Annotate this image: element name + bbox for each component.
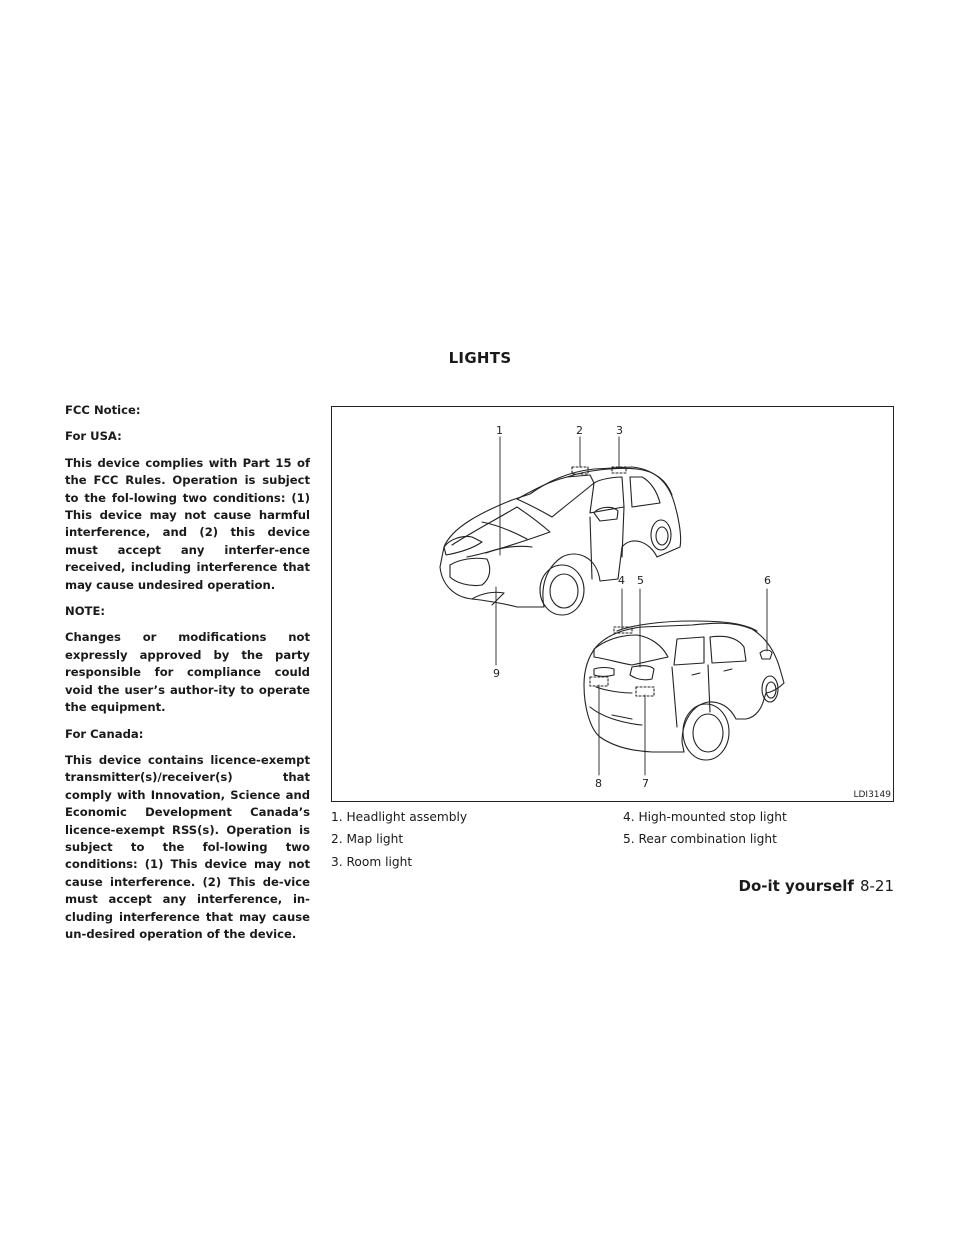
callout-leaders (496, 437, 767, 775)
section-title: LIGHTS (448, 349, 512, 367)
usa-paragraph: This device complies with Part 15 of the FCC Rules. Operation is subject to the fol-lowing two conditions: (1) This device may not cause harmful interference, and (2) this device must accept any interfer-ence received, including interference that may cause undesired operation. (65, 455, 310, 592)
page-number: 8-21 (859, 877, 894, 895)
note-heading: NOTE: (65, 604, 106, 619)
callout-4: 4 (618, 574, 625, 587)
callout-6: 6 (764, 574, 771, 587)
legend-item-3: 3. Room light (331, 855, 413, 869)
figure-code: LDI3149 (853, 790, 891, 800)
footer-section: Do-it yourself (738, 877, 854, 895)
front-car-drawing (440, 467, 681, 615)
canada-paragraph: This device contains licence-exempt transmitter(s)/receiver(s) that comply with Innovation, Science and Economic Development Canada’s licence-exempt RSS(s). Operation is subject to the fol-lowing two conditions: (1) This device may not cause interference. (2) This de-vice must accept any interference, in-cluding interference that may cause un-desired operation of the device. (65, 752, 310, 941)
callout-8: 8 (595, 777, 602, 790)
callout-7: 7 (642, 777, 649, 790)
callout-9: 9 (493, 667, 500, 680)
legend-item-2: 2. Map light (331, 832, 404, 846)
callout-2: 2 (576, 424, 583, 437)
rear-car-drawing (584, 621, 784, 760)
lights-location-figure (331, 406, 894, 802)
fcc-notice-column (65, 402, 310, 952)
note-paragraph: Changes or modifications not expressly approved by the party responsible for compliance could void the user’s author-ity to operate the equipment. (65, 630, 310, 715)
legend-item-5: 5. Rear combination light (623, 832, 777, 846)
car-illustration (332, 407, 893, 801)
callout-1: 1 (496, 424, 503, 437)
page-footer (739, 877, 895, 895)
canada-heading: For Canada: (65, 726, 144, 741)
legend-item-4: 4. High-mounted stop light (623, 810, 787, 824)
legend-item-1: 1. Headlight assembly (331, 810, 468, 824)
callout-5: 5 (637, 574, 644, 587)
usa-heading: For USA: (65, 429, 122, 444)
callout-3: 3 (616, 424, 623, 437)
fcc-notice-heading: FCC Notice: (65, 403, 141, 417)
